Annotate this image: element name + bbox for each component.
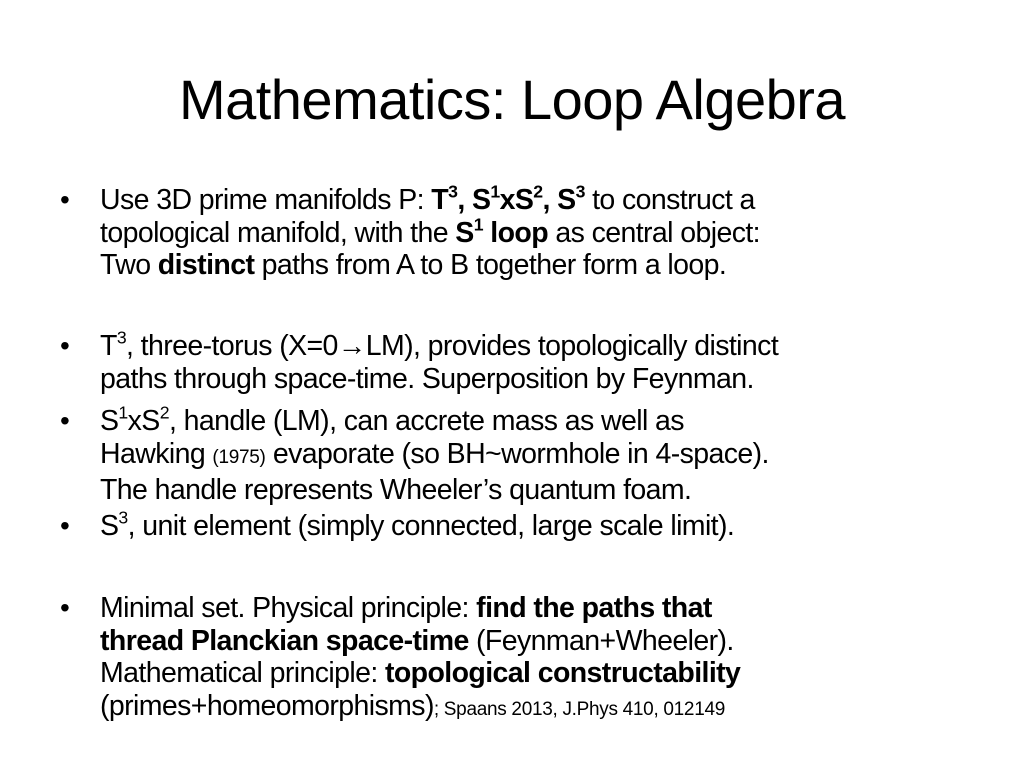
text-segment: S — [100, 405, 119, 437]
text-segment: xS — [127, 405, 160, 437]
bullet-marker: • — [60, 184, 70, 215]
superscript: 2 — [159, 402, 169, 423]
text-segment: ; Spaans 2013, J.Phys 410, 012149 — [433, 698, 726, 720]
superscript: 3 — [116, 327, 127, 348]
bullet-line — [100, 249, 760, 282]
superscript: 1 — [473, 214, 483, 235]
bullet-line — [100, 507, 735, 543]
bold-text: T — [431, 184, 449, 216]
bullet-marker: • — [60, 405, 70, 436]
text-segment: Use 3D prime manifolds P: — [100, 184, 432, 216]
bullet-line — [100, 592, 740, 625]
bullet-marker: • — [60, 510, 70, 541]
bold-text: distinct — [157, 249, 255, 281]
text-segment: Mathematical principle: — [100, 657, 385, 689]
superscript: 3 — [118, 507, 128, 528]
bullet-line — [100, 363, 778, 396]
bullet-line — [100, 438, 769, 475]
text-segment: evaporate (so BH~wormhole in 4-space). — [265, 437, 769, 470]
text-segment: S — [100, 510, 119, 542]
bold-text: thread Planckian space-time — [100, 624, 469, 657]
text-segment: (Feynman+Wheeler). — [468, 624, 734, 657]
bullet-line — [100, 625, 740, 658]
text-segment: (1975) — [212, 446, 266, 468]
bullet-marker: • — [60, 592, 70, 623]
text-segment: The handle represents Wheeler’s quantum foam. — [100, 474, 692, 506]
bullet-line — [100, 690, 740, 727]
bullet-marker: • — [60, 330, 70, 361]
text-segment: , three-torus (X=0→LM), provides topologically distinct — [126, 330, 779, 362]
text-segment: (primes+homeomorphisms) — [100, 689, 434, 722]
superscript: 3 — [448, 181, 458, 202]
text-segment: to construct a — [584, 184, 755, 216]
bold-text: find the paths that — [476, 592, 712, 624]
superscript: 2 — [533, 181, 543, 202]
text-segment: , handle (LM), can accrete mass as well as — [168, 405, 684, 437]
bullet-line — [100, 181, 760, 217]
slide-title: Mathematics: Loop Algebra — [178, 68, 846, 131]
bullet-line — [100, 214, 760, 250]
text-segment: Two — [100, 249, 158, 281]
superscript: 1 — [490, 181, 500, 202]
text-segment: as central object: — [548, 216, 760, 249]
superscript: 1 — [118, 402, 128, 423]
text-segment: topological manifold, with the — [100, 216, 456, 249]
bullet-line — [100, 474, 769, 507]
bold-text: , S — [457, 184, 491, 216]
text-segment: , unit element (simply connected, large scale limit). — [127, 510, 735, 542]
bold-text: topological constructability — [384, 657, 741, 689]
bullet-line — [100, 657, 740, 690]
text-segment: paths from A to B together form a loop. — [254, 249, 727, 281]
text-segment: Hawking — [100, 437, 213, 470]
bold-text: S — [455, 216, 474, 249]
superscript: 3 — [575, 181, 585, 202]
bullet-line — [100, 327, 779, 363]
text-segment: Minimal set. Physical principle: — [100, 592, 477, 624]
bullet-line — [100, 402, 769, 438]
text-segment: T — [100, 330, 117, 362]
bold-text: xS — [499, 184, 534, 216]
bold-text: loop — [482, 216, 549, 249]
bold-text: , S — [542, 184, 576, 216]
text-segment: paths through space-time. Superposition by Feynman. — [100, 362, 754, 395]
